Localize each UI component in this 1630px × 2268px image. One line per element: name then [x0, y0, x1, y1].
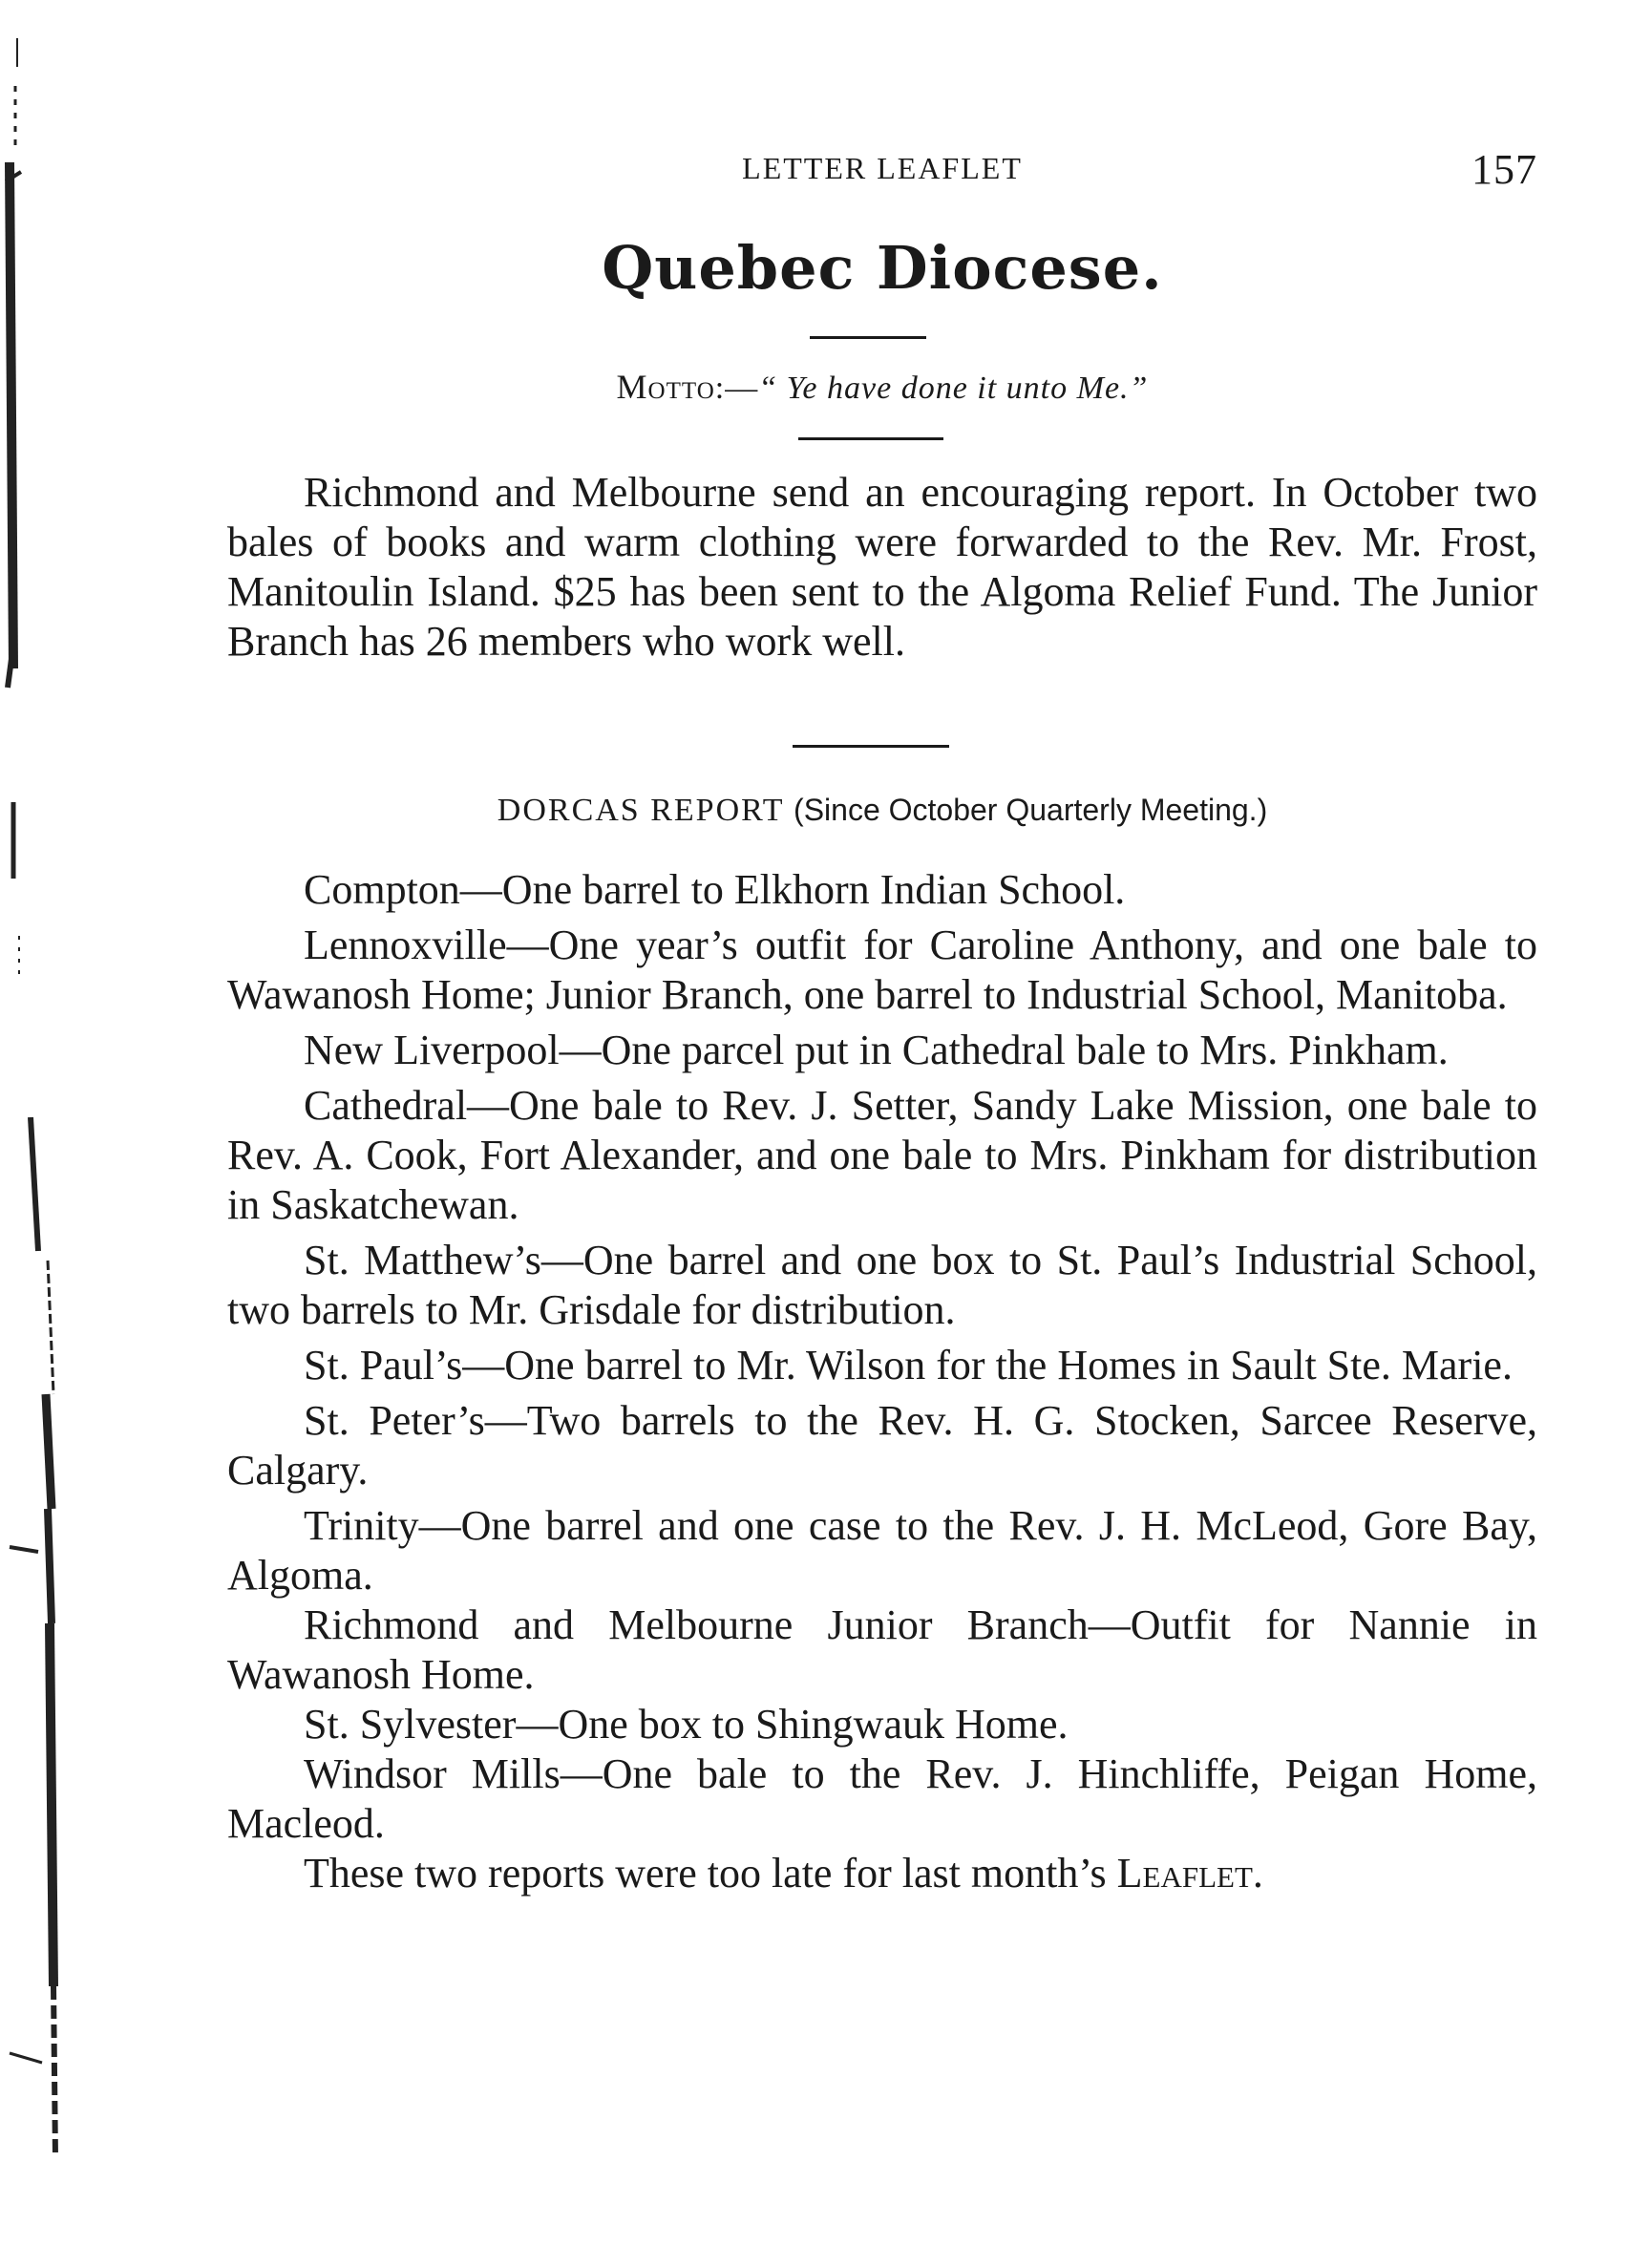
- report-entry: Windsor Mills—One bale to the Rev. J. Hinchliffe, Peigan Home, Macleod.: [227, 1750, 1537, 1847]
- running-head-title: LETTER LEAFLET: [742, 151, 1023, 185]
- report-entry: Trinity—One barrel and one case to the Rev. J. H. McLeod, Gore Bay, Algoma.: [227, 1502, 1537, 1599]
- section-rule: [793, 745, 949, 748]
- dorcas-heading-main: DORCAS REPORT: [497, 793, 785, 828]
- page-number: 157: [1471, 146, 1537, 193]
- diocese-title: Quebec Diocese.: [602, 233, 1163, 303]
- report-entry: Compton—One barrel to Elkhorn Indian School.: [304, 866, 1126, 913]
- title-rule: [810, 336, 926, 339]
- motto-separator: :—: [714, 371, 759, 406]
- report-entry: Richmond and Melbourne Junior Branch—Outfit for Nannie in Wawanosh Home.: [227, 1601, 1537, 1698]
- running-head: [227, 145, 1537, 193]
- motto-text: “ Ye have done it unto Me.”: [758, 371, 1149, 406]
- closing-text: These two reports were too late for last month’s: [304, 1850, 1107, 1897]
- binding-edge-marks: [0, 0, 76, 2268]
- dorcas-report-list: [227, 865, 1537, 1898]
- motto-label: Motto: [616, 368, 715, 406]
- motto-rule: [798, 437, 943, 440]
- closing-note: [227, 1849, 1537, 1898]
- report-entry: St. Sylvester—One box to Shingwauk Home.: [304, 1701, 1069, 1748]
- intro-paragraph: Richmond and Melbourne send an encouraging report. In October two bales of books and warm clothing were forwarded to the Rev. Mr. Frost, Manitoulin Island. $25 has been sent to the Algoma Relief Fund. The Junior Branch has 26 members who work well.: [227, 469, 1537, 665]
- leaflet-page: [227, 0, 1537, 2268]
- dorcas-heading-sub: (Since October Quarterly Meeting.): [794, 793, 1268, 827]
- motto-line: [227, 367, 1537, 407]
- report-entry: New Liverpool—One parcel put in Cathedral bale to Mrs. Pinkham.: [304, 1027, 1449, 1073]
- report-entry: Cathedral—One bale to Rev. J. Setter, Sandy Lake Mission, one bale to Rev. A. Cook, Fort Alexander, and one bale to Mrs. Pinkham for distribution in Saskatchewan.: [227, 1082, 1537, 1228]
- closing-leaflet-word: Leaflet: [1116, 1850, 1253, 1897]
- closing-end: .: [1252, 1850, 1263, 1897]
- intro-section: [227, 468, 1537, 667]
- dorcas-report-heading: [227, 793, 1537, 829]
- report-entry: St. Paul’s—One barrel to Mr. Wilson for the Homes in Sault Ste. Marie.: [304, 1342, 1513, 1388]
- report-entry: St. Peter’s—Two barrels to the Rev. H. G. Stocken, Sarcee Reserve, Calgary.: [227, 1397, 1537, 1494]
- report-entry: St. Matthew’s—One barrel and one box to St. Paul’s Industrial School, two barrels to Mr. Grisdale for distribution.: [227, 1237, 1537, 1333]
- report-entry: Lennoxville—One year’s outfit for Caroline Anthony, and one bale to Wawanosh Home; Junior Branch, one barrel to Industrial School, Manitoba.: [227, 922, 1537, 1018]
